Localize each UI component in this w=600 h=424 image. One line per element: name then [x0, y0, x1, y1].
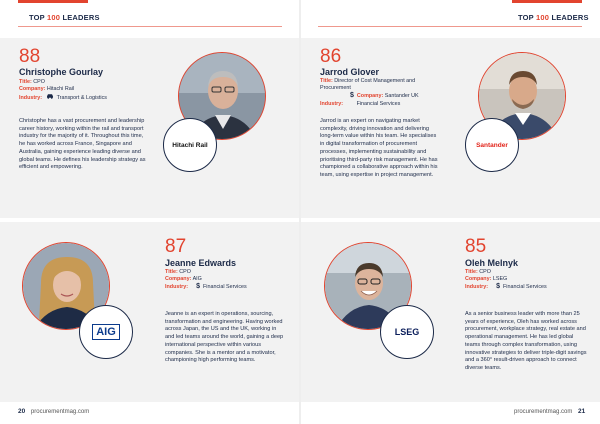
leader-meta: Title: CPO Company: AIG Industry: $ Financial Services	[165, 269, 247, 291]
leader-bio: Jarrod is an expert on navigating market complexity, driving innovation and delivering long-term value within his team. He specialises in digital transformation of procurement processes, implementing sustainability and prioritising third-party risk management. He has championed a collaborative approach within his team, using expertise in project management.	[320, 118, 438, 178]
top-accent-bar-right	[512, 0, 582, 3]
page-number: 21	[578, 408, 586, 415]
company-logo-santander: Santander	[465, 118, 519, 172]
rank-number: 88	[19, 46, 41, 67]
company-logo-lseg: LSEG	[380, 305, 434, 359]
header-right: TOP 100 LEADERS	[518, 13, 589, 22]
footer-site: procurementmag.com	[514, 409, 573, 415]
header-rule-right	[318, 26, 582, 27]
header-left: TOP 100 LEADERS	[29, 13, 100, 22]
top-accent-bar-left	[18, 0, 88, 3]
rank-number: 86	[320, 46, 342, 67]
header-rule-left	[18, 26, 282, 27]
leader-name: Jeanne Edwards	[165, 258, 237, 268]
footer-left	[18, 408, 89, 415]
leader-meta: Title: CPO Company: LSEG Industry: $ Financial Services	[465, 269, 547, 291]
leader-bio: Christophe has a vast procurement and leadership career history, working within the rail and transport industry for the majority of it. Throughout this time, he has worked across France, Singapore and Australia, gaining experience leading diverse and global teams. He defines his leadership strategy as efficient and empowering.	[19, 118, 146, 171]
footer-site: procurementmag.com	[30, 409, 90, 415]
leader-meta: Title: CPO Company: Hitachi Rail Industry: Transport & Logistics	[19, 79, 107, 102]
footer-right	[514, 408, 585, 415]
page-gutter	[299, 0, 301, 424]
leader-name: Jarrod Glover	[320, 67, 380, 77]
leader-bio: As a senior business leader with more than 25 years of experience, Oleh has worked across procurement, workplace strategy, real estate and operational management. He has led global teams through complex transformation, using innovative strategies to deliver triple-digit savings and a 360° result-driven approach to connect diverse teams.	[465, 311, 587, 371]
car-icon	[46, 93, 54, 102]
rank-number: 87	[165, 236, 187, 257]
rank-number: 85	[465, 236, 487, 257]
leader-bio: Jeanne is an expert in operations, sourcing, transformation and engineering. Having worked across Japan, the US and the UK, working in and led teams around the world, gaining a deep international perspective within various companies. She is a mentor and a motivator, championing high performing teams.	[165, 311, 284, 364]
leader-meta: Title: Director of Cost Management and Procurement $ Company: Santander UK Industry: Financial Services	[320, 78, 419, 107]
dollar-icon: $	[196, 283, 200, 291]
page-number: 20	[18, 408, 26, 415]
company-logo-hitachi: Hitachi Rail	[163, 118, 217, 172]
company-logo-aig: AIG	[79, 305, 133, 359]
dollar-icon: $	[350, 92, 354, 100]
dollar-icon: $	[496, 283, 500, 291]
leader-name: Oleh Melnyk	[465, 258, 519, 268]
leader-name: Christophe Gourlay	[19, 67, 104, 77]
